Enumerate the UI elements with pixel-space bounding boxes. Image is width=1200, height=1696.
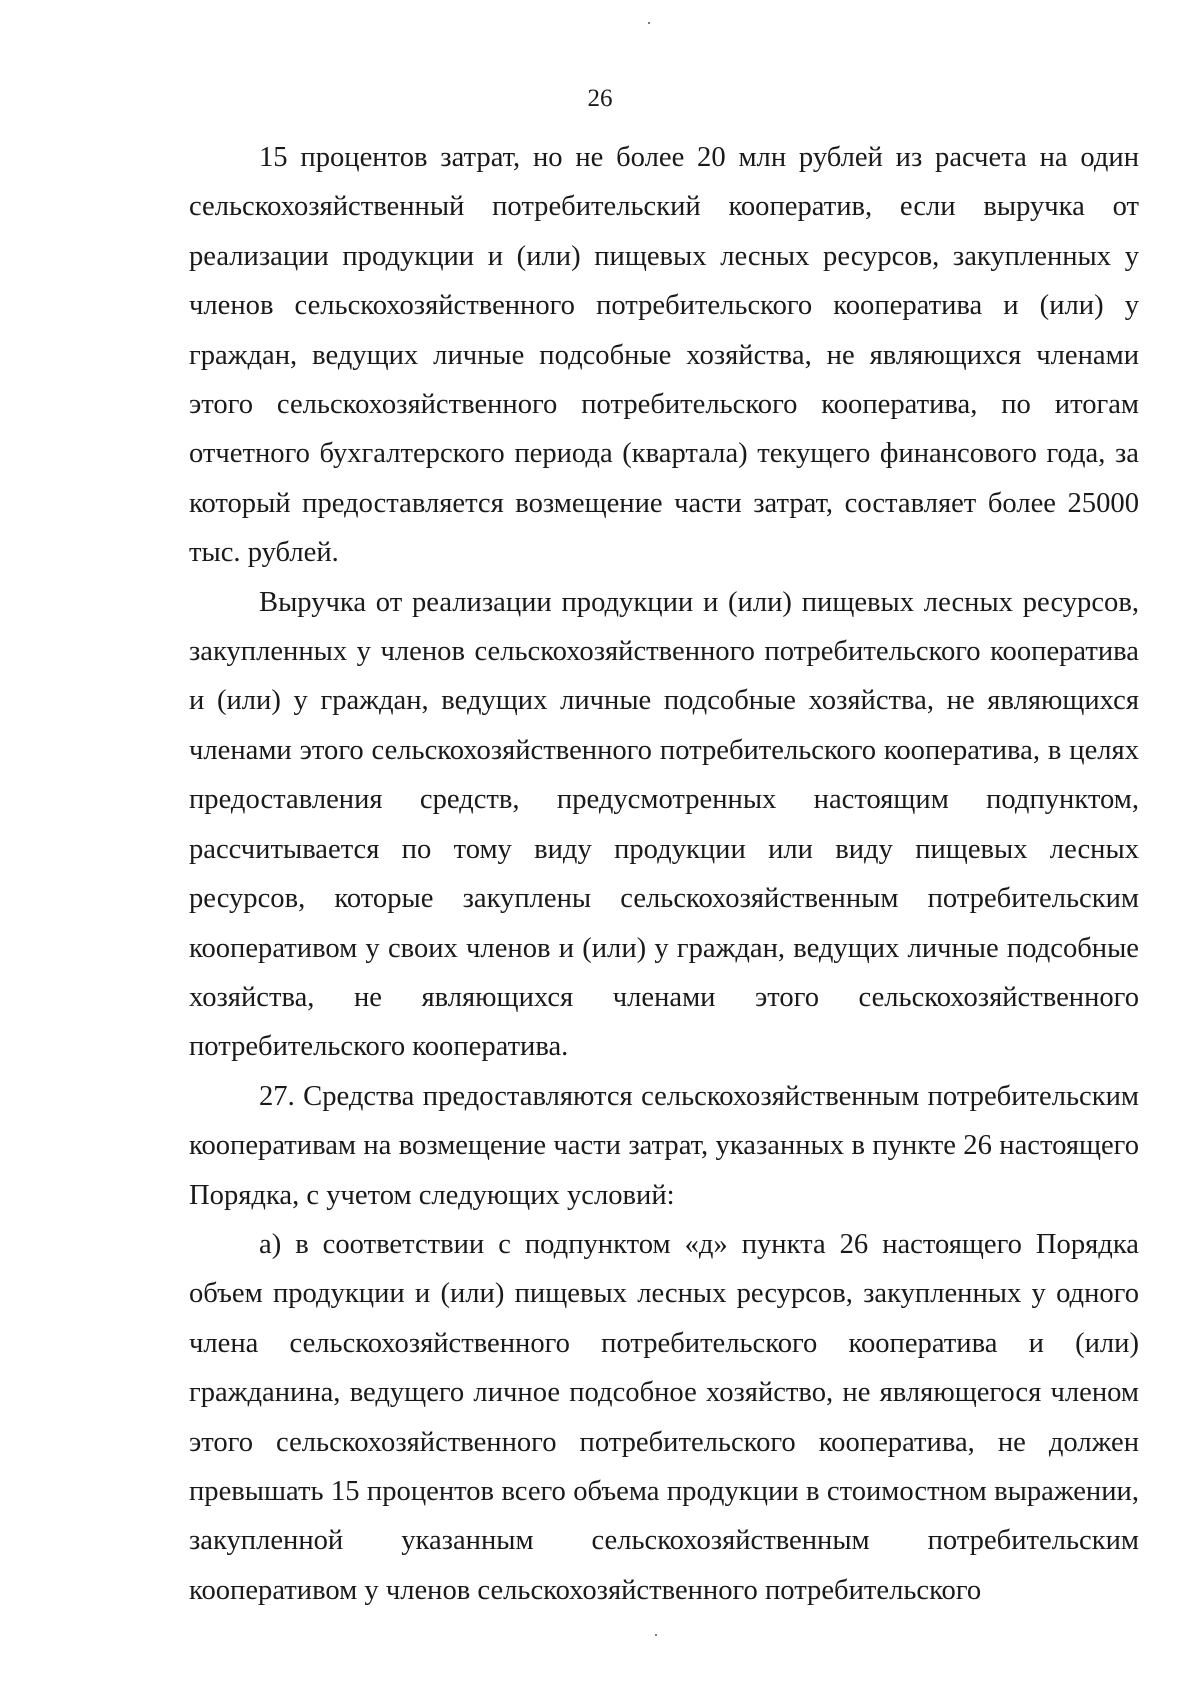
page-number: 26	[587, 85, 613, 112]
paragraph-item-27: 27. Средства предоставляются сельскохозяйственным потребительским кооперативам на возмещение части затрат, указанных в пункте 26 настоящего Порядка, с учетом следующих условий:	[189, 1080, 1139, 1211]
scan-speck	[648, 22, 650, 24]
scan-speck	[655, 1634, 657, 1636]
paragraph-continuation: 15 процентов затрат, но не более 20 млн рублей из расчета на один сельскохозяйственный потребительский кооператив, если выручка от реализации продукции и (или) пищевых лесных ресурсов, закупленных у членов сельскохозяйственного потребительского кооператива и (или) у граждан, ведущих личные подсобные хозяйства, не являющихся членами этого сельскохозяйственного потребительского кооператива, по итогам отчетного бухгалтерского периода (квартала) текущего финансового года, за который предоставляется возмещение части затрат, составляет более 25000 тыс. рублей.	[189, 142, 1139, 569]
document-body	[189, 133, 1139, 1615]
paragraph-subitem-a: а) в соответствии с подпунктом «д» пункта 26 настоящего Порядка объем продукции и (или) пищевых лесных ресурсов, закупленных у одного члена сельскохозяйственного потребительского кооператива и (или) гражданина, ведущего личное подсобное хозяйство, не являющегося членом этого сельскохозяйственного потребительского кооператива, не должен превышать 15 процентов всего объема продукции в стоимостном выражении, закупленной указанным сельскохозяйственным потребительским кооперативом у членов сельскохозяйственного потребительского	[189, 1228, 1139, 1606]
paragraph-revenue: Выручка от реализации продукции и (или) пищевых лесных ресурсов, закупленных у членов сельскохозяйственного потребительского кооператива и (или) у граждан, ведущих личные подсобные хозяйства, не являющихся членами этого сельскохозяйственного потребительского кооператива, в целях предоставления средств, предусмотренных настоящим подпунктом, рассчитывается по тому виду продукции или виду пищевых лесных ресурсов, которые закуплены сельскохозяйственным потребительским кооперативом у своих членов и (или) у граждан, ведущих личные подсобные хозяйства, не являющихся членами этого сельскохозяйственного потребительского кооператива.	[189, 586, 1139, 1063]
